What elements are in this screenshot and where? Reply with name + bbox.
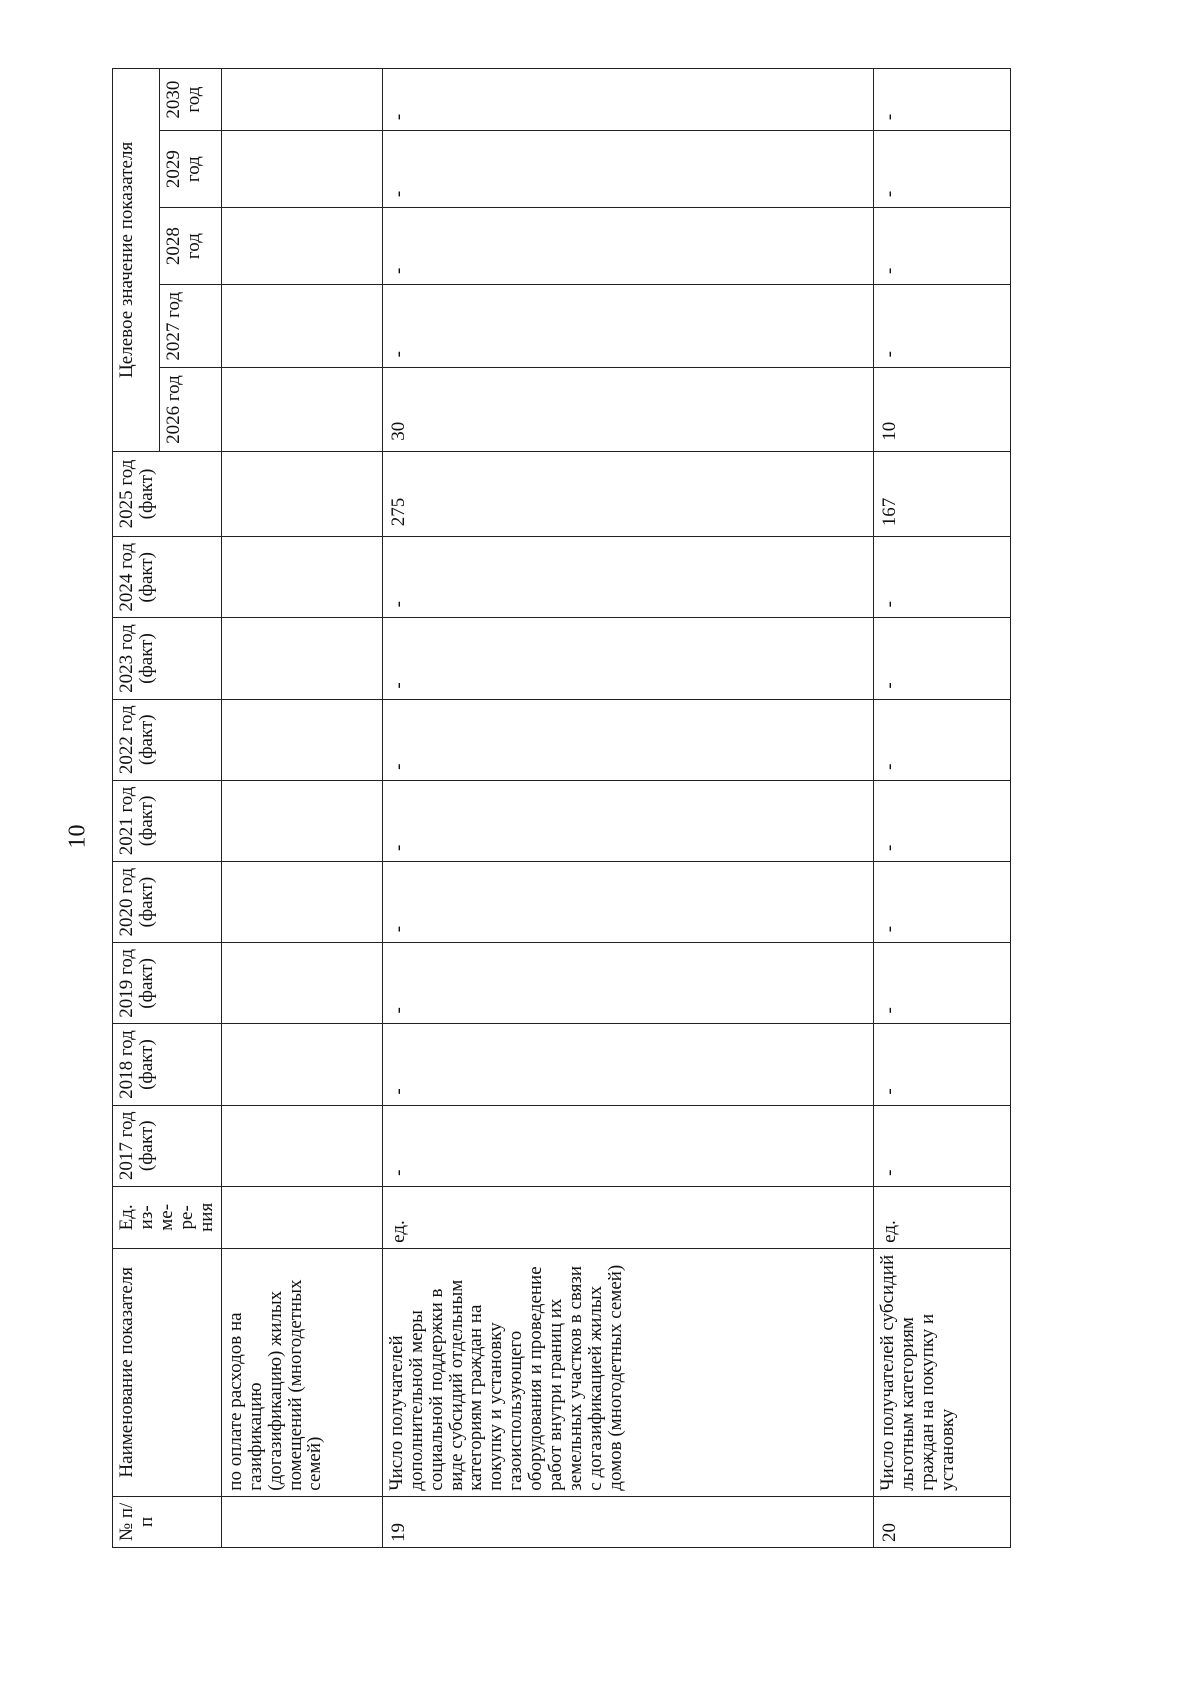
cell: 30 xyxy=(382,368,873,451)
cell: - xyxy=(873,131,1010,208)
cell: - xyxy=(873,1105,1010,1186)
cell xyxy=(221,1105,382,1186)
cell xyxy=(221,208,382,285)
cell: 167 xyxy=(873,451,1010,536)
header-year-2017: 2017 год (факт) xyxy=(113,1105,222,1186)
cell: - xyxy=(873,780,1010,861)
row-name: по оплате расходов на газификацию (догазификацию) жилых помещений (многодетных семей) xyxy=(221,1248,382,1496)
cell: - xyxy=(873,285,1010,368)
header-year-2023: 2023 год (факт) xyxy=(113,618,222,699)
cell xyxy=(221,618,382,699)
header-num: № п/п xyxy=(113,1496,222,1547)
cell: 275 xyxy=(382,451,873,536)
cell: - xyxy=(382,780,873,861)
header-target-group: Целевое значение показателя xyxy=(113,69,160,452)
row-unit: ед. xyxy=(382,1186,873,1248)
row-name: Число получателей субсидий льготным категориям граждан на покупку и установку xyxy=(873,1248,1010,1496)
header-target-2030: 2030 год xyxy=(160,69,222,131)
header-name: Наименование показателя xyxy=(113,1248,222,1496)
cell: - xyxy=(382,69,873,131)
cell xyxy=(221,862,382,943)
cell: - xyxy=(382,537,873,618)
cell xyxy=(221,780,382,861)
cell xyxy=(221,537,382,618)
cell: - xyxy=(382,1105,873,1186)
cell: - xyxy=(873,208,1010,285)
row-num xyxy=(221,1496,382,1547)
cell: - xyxy=(382,1024,873,1105)
header-year-2018: 2018 год (факт) xyxy=(113,1024,222,1105)
table-row xyxy=(873,69,1010,1548)
cell xyxy=(221,368,382,451)
row-name: Число получателей дополнительной меры социальной поддержки в виде субсидий отдельным категориям граждан на покупку и установку газоиспользующего оборудования и проведение работ внутри границ их земельных участков в связи с догазификацией жилых домов (многодетных семей) xyxy=(382,1248,873,1496)
cell: - xyxy=(382,699,873,780)
cell: - xyxy=(873,1024,1010,1105)
header-unit: Ед. из- ме- ре- ния xyxy=(113,1186,222,1248)
header-target-2026: 2026 год xyxy=(160,368,222,451)
cell xyxy=(221,69,382,131)
cell: - xyxy=(382,943,873,1024)
cell: - xyxy=(873,537,1010,618)
cell: - xyxy=(382,862,873,943)
cell xyxy=(221,451,382,536)
cell: - xyxy=(873,699,1010,780)
cell: - xyxy=(873,69,1010,131)
row-unit: ед. xyxy=(873,1186,1010,1248)
cell: - xyxy=(873,943,1010,1024)
header-year-2024: 2024 год (факт) xyxy=(113,537,222,618)
row-num: 19 xyxy=(382,1496,873,1547)
header-year-2025: 2025 год (факт) xyxy=(113,451,222,536)
header-year-2021: 2021 год (факт) xyxy=(113,780,222,861)
page-number: 10 xyxy=(64,824,91,849)
row-unit xyxy=(221,1186,382,1248)
header-target-2029: 2029 год xyxy=(160,131,222,208)
header-target-2028: 2028 год xyxy=(160,208,222,285)
header-year-2020: 2020 год (факт) xyxy=(113,862,222,943)
cell: - xyxy=(873,862,1010,943)
header-target-2027: 2027 год xyxy=(160,285,222,368)
cell: - xyxy=(873,618,1010,699)
cell: - xyxy=(382,285,873,368)
table-row xyxy=(221,69,382,1548)
cell: - xyxy=(382,208,873,285)
cell xyxy=(221,943,382,1024)
row-num: 20 xyxy=(873,1496,1010,1547)
cell: - xyxy=(382,618,873,699)
cell: 10 xyxy=(873,368,1010,451)
cell xyxy=(221,699,382,780)
header-year-2022: 2022 год (факт) xyxy=(113,699,222,780)
cell xyxy=(221,285,382,368)
header-year-2019: 2019 год (факт) xyxy=(113,943,222,1024)
table-row xyxy=(382,69,873,1548)
indicator-table xyxy=(112,68,1011,1548)
indicator-table-frame xyxy=(112,68,998,1548)
cell: - xyxy=(382,131,873,208)
cell xyxy=(221,1024,382,1105)
cell xyxy=(221,131,382,208)
